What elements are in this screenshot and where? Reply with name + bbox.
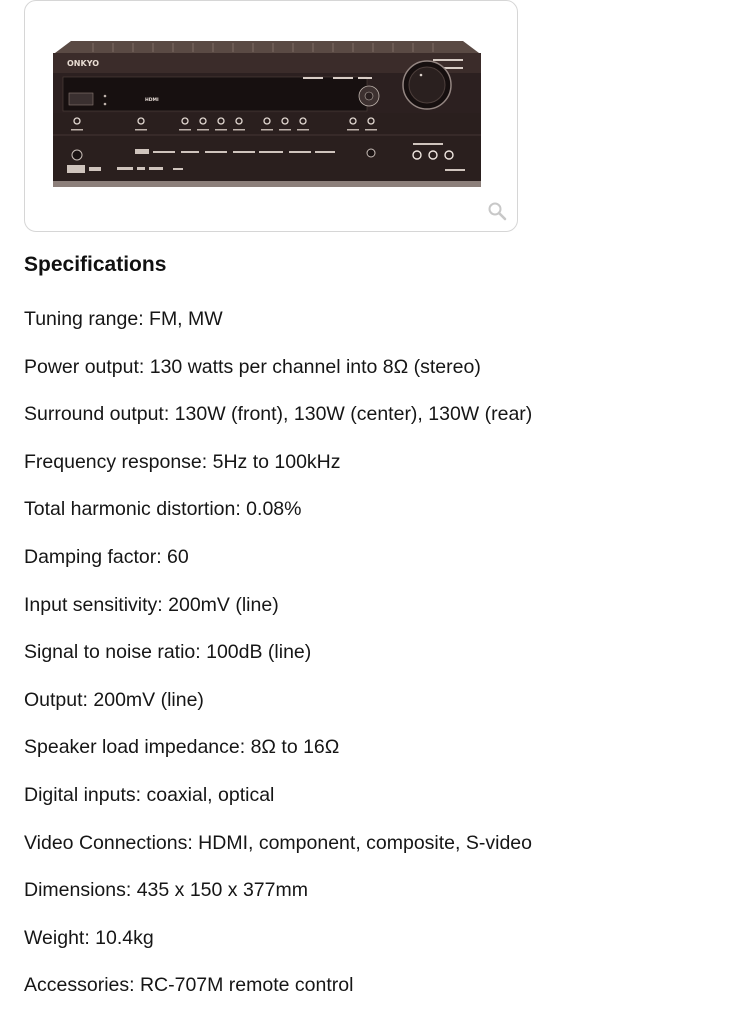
magnifier-icon[interactable] — [487, 201, 507, 221]
spec-item: Frequency response: 5Hz to 100kHz — [24, 450, 341, 473]
spec-item: Signal to noise ratio: 100dB (line) — [24, 641, 312, 664]
spec-item: Power output: 130 watts per channel into 8Ω (stereo) — [24, 355, 481, 378]
spec-item: Digital inputs: coaxial, optical — [24, 783, 275, 806]
spec-item: Accessories: RC-707M remote control — [24, 974, 354, 997]
hdmi-label: HDMI — [145, 98, 159, 103]
spec-item: Output: 200mV (line) — [24, 688, 204, 711]
av-receiver-image — [53, 37, 481, 187]
product-image-card[interactable] — [24, 0, 518, 232]
spec-list — [24, 305, 532, 1019]
spec-item: Weight: 10.4kg — [24, 926, 154, 949]
spec-item: Tuning range: FM, MW — [24, 308, 223, 330]
spec-item: Surround output: 130W (front), 130W (center), 130W (rear) — [24, 403, 533, 426]
spec-item: Speaker load impedance: 8Ω to 16Ω — [24, 736, 340, 759]
spec-item: Damping factor: 60 — [24, 545, 189, 568]
spec-item: Input sensitivity: 200mV (line) — [24, 593, 279, 616]
spec-item: Dimensions: 435 x 150 x 377mm — [24, 879, 308, 902]
spec-item: Video Connections: HDMI, component, composite, S-video — [24, 831, 532, 854]
spec-item: Total harmonic distortion: 0.08% — [24, 498, 302, 521]
specifications-heading: Specifications — [24, 253, 167, 276]
brand-logo: ONKYO — [67, 59, 100, 68]
